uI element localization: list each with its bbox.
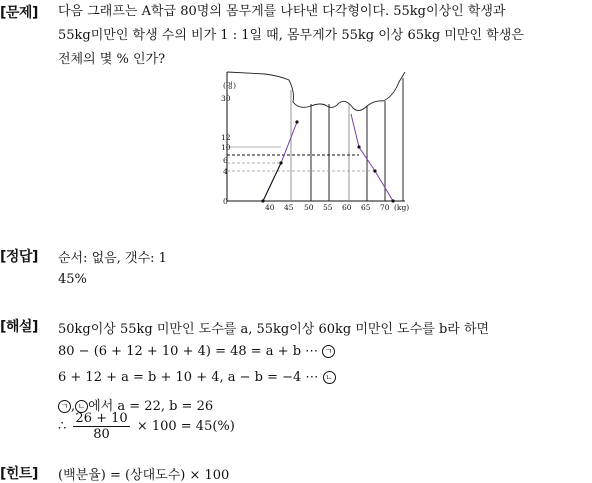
fraction — [73, 411, 129, 442]
circled-mark-2: ㄴ — [323, 371, 336, 384]
fraction-denominator: 80 — [93, 427, 110, 442]
equation-1: 80 − (6 + 12 + 10 + 4) = 48 = a + b ⋯ — [58, 344, 323, 359]
result-text: 에서 a = 22, b = 26 — [88, 399, 214, 414]
solution-line-4: ㄱ , ㄴ 에서 a = 22, b = 26 — [58, 395, 213, 414]
y-tick-4: 4 — [223, 167, 228, 176]
hint-tag: [힌트] — [0, 466, 38, 482]
fraction-numerator: 26 + 10 — [75, 411, 128, 426]
solution-line-2 — [58, 344, 335, 359]
circled-mark-2: ㄴ — [75, 400, 88, 413]
frequency-polygon-graph — [221, 70, 415, 212]
x-tick-55: 55 — [323, 203, 333, 212]
answer-value: 45% — [58, 272, 87, 287]
x-tick-65: 65 — [361, 203, 371, 212]
y-tick-10: 10 — [221, 143, 231, 152]
problem-line: 전체의 몇 % 인가? — [58, 52, 166, 67]
problem-line: 다음 그래프는 A학급 80명의 몸무게를 나타낸 다각형이다. 55kg이상인 학생과 — [58, 4, 506, 19]
x-tick-40: 40 — [265, 203, 275, 212]
y-unit-label: (명) — [223, 81, 237, 90]
solution-line-1: 50kg이상 55kg 미만인 도수를 a, 55kg이상 60kg 미만인 도수를 b라 하면 — [58, 322, 490, 337]
solution-line-5 — [58, 411, 235, 442]
therefore-symbol: ∴ — [58, 419, 67, 434]
x-tick-70: 70 — [380, 203, 390, 212]
circled-mark-1: ㄱ — [322, 345, 335, 358]
x-tick-60: 60 — [342, 203, 352, 212]
problem-tag: [문제] — [0, 5, 38, 21]
x-tick-45: 45 — [284, 203, 294, 212]
solution-tag: [해설] — [0, 319, 38, 335]
circled-mark-1: ㄱ — [58, 400, 71, 413]
y-tick-30: 30 — [221, 94, 231, 103]
problem-line: 55kg미만인 학생 수의 비가 1 : 1일 때, 몸무게가 55kg 이상 65kg 미만인 학생은 — [58, 28, 524, 43]
y-tick-6: 6 — [223, 156, 228, 165]
problem-text — [58, 0, 590, 72]
equation-2: 6 + 12 + a = b + 10 + 4, a − b = −4 ⋯ — [58, 370, 323, 385]
fraction-result: × 100 = 45(%) — [136, 419, 235, 434]
solution-line-3 — [58, 370, 336, 385]
answer-order: 순서: 없음, 갯수: 1 — [58, 251, 167, 266]
hint-text: (백분율) = (상대도수) × 100 — [58, 468, 230, 483]
y-tick-12: 12 — [221, 133, 231, 142]
x-tick-50: 50 — [304, 203, 314, 212]
x-unit-label: (kg) — [394, 203, 410, 212]
torn-paper — [227, 72, 405, 201]
answer-tag: [정답] — [0, 249, 38, 265]
y-tick-0: 0 — [223, 197, 228, 206]
